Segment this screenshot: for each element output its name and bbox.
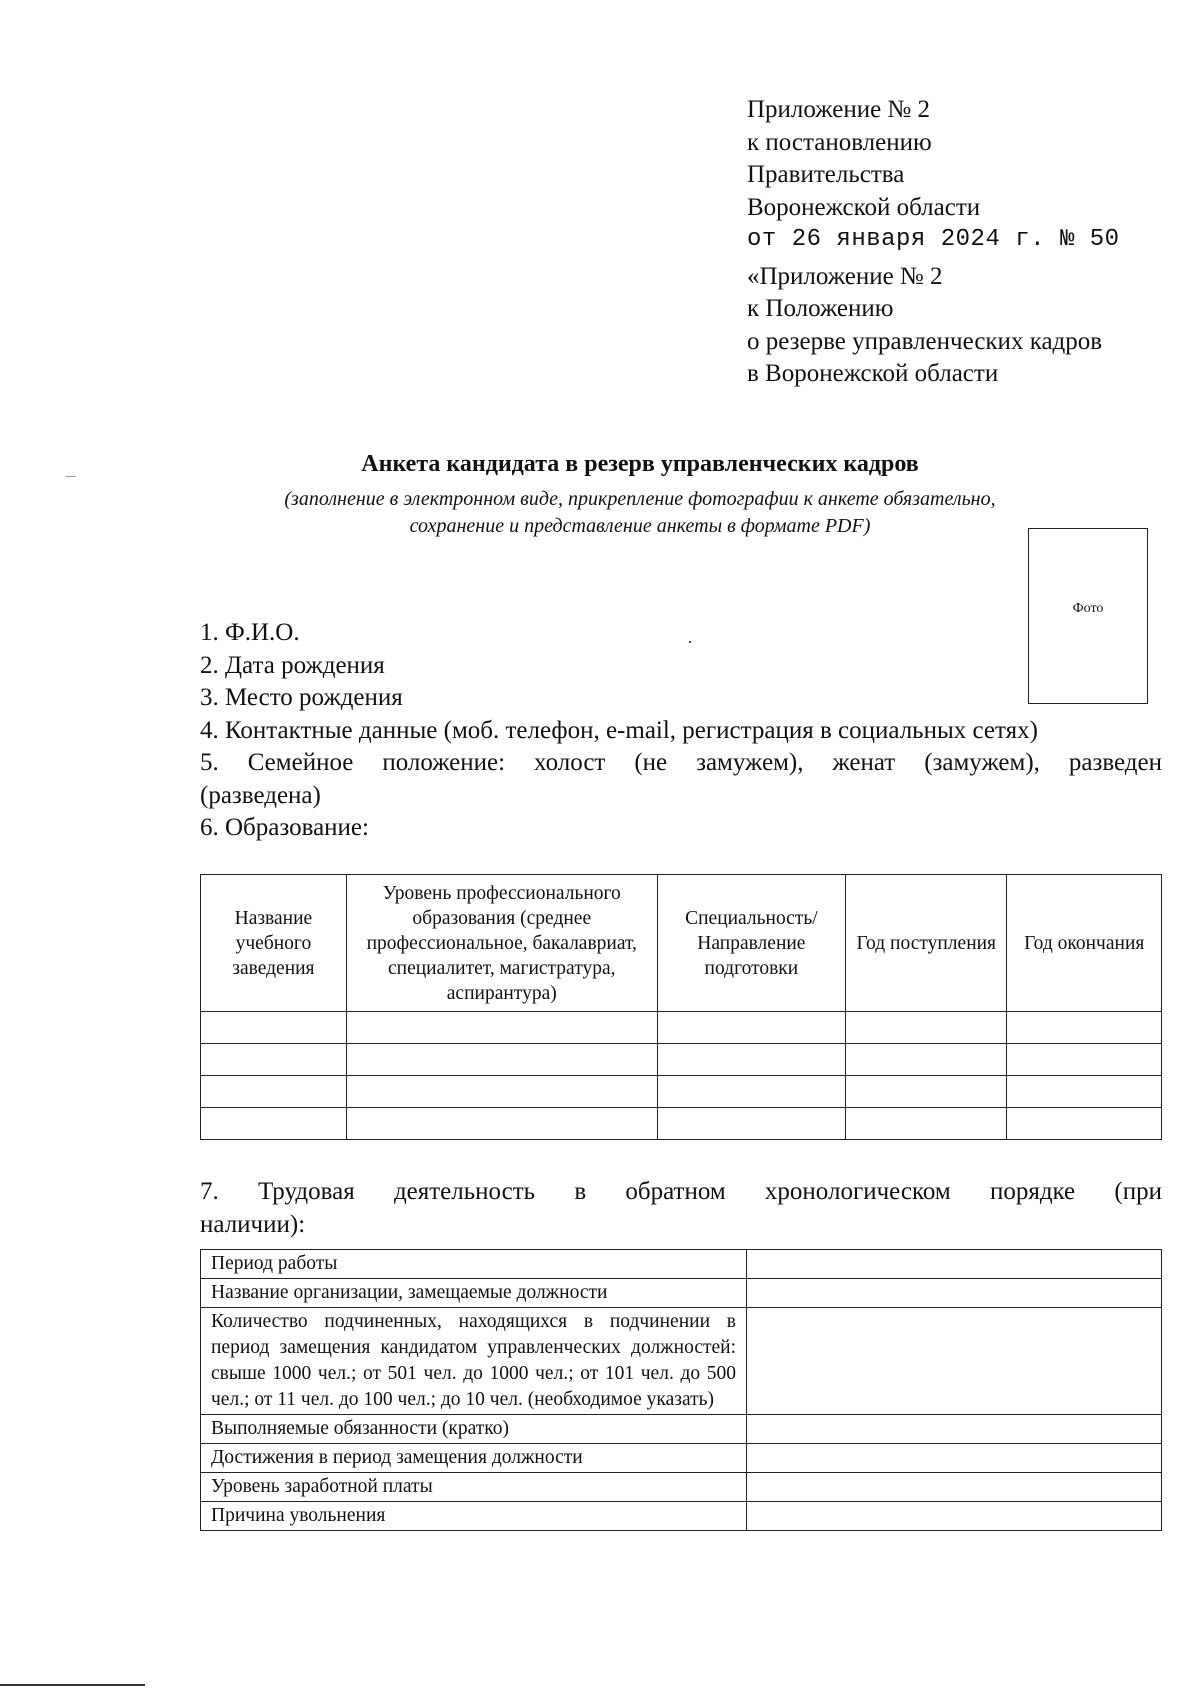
scan-mark <box>66 476 76 477</box>
form-title: Анкета кандидата в резерв управленческих кадров <box>361 451 919 477</box>
row-label: Достижения в период замещения должности <box>201 1444 747 1473</box>
field-birth-place[interactable]: 3. Место рождения <box>200 684 403 711</box>
field-education-label: 6. Образование: <box>200 814 369 841</box>
table-row <box>201 1012 1162 1044</box>
table-cell[interactable] <box>201 1012 347 1044</box>
word: порядке <box>989 1178 1076 1205</box>
footer-rule <box>0 1684 145 1686</box>
row-label: Уровень заработной платы <box>201 1473 747 1502</box>
table-row <box>201 1502 1162 1531</box>
table-cell[interactable] <box>346 1044 657 1076</box>
word: хронологическом <box>764 1178 951 1205</box>
work-heading-line <box>200 1176 1162 1209</box>
table-cell[interactable] <box>201 1108 347 1140</box>
field-marital-status[interactable] <box>200 747 1162 780</box>
subtitle-line: (заполнение в электронном виде, прикрепление фотографии к анкете обязательно, <box>284 488 996 510</box>
header-line: к Положению <box>747 295 894 322</box>
work-section-heading <box>200 1176 1162 1241</box>
col-institution: Название учебного заведения <box>201 875 347 1012</box>
table-cell[interactable] <box>346 1012 657 1044</box>
word: деятельность <box>393 1178 536 1205</box>
col-specialty: Специальность/ Направление подготовки <box>657 875 845 1012</box>
table-cell[interactable] <box>657 1044 845 1076</box>
table-cell[interactable] <box>201 1076 347 1108</box>
word: (не <box>634 749 668 776</box>
word: Семейное <box>247 749 354 776</box>
table-cell[interactable] <box>657 1012 845 1044</box>
word: холост <box>534 749 606 776</box>
col-year-end: Год окончания <box>1007 875 1162 1012</box>
row-label: Выполняемые обязанности (кратко) <box>201 1415 747 1444</box>
table-cell[interactable] <box>201 1044 347 1076</box>
table-row <box>201 1308 1162 1415</box>
word: женат <box>832 749 896 776</box>
table-cell[interactable] <box>657 1108 845 1140</box>
row-value[interactable] <box>747 1308 1162 1415</box>
table-cell[interactable] <box>846 1076 1007 1108</box>
word: замужем), <box>696 749 804 776</box>
appendix-header <box>747 94 1167 391</box>
work-table <box>200 1249 1162 1531</box>
word: (замужем), <box>924 749 1040 776</box>
word: 7. <box>200 1178 219 1205</box>
table-cell[interactable] <box>346 1108 657 1140</box>
word: (при <box>1114 1178 1162 1205</box>
col-year-start: Год поступления <box>846 875 1007 1012</box>
row-value[interactable] <box>747 1279 1162 1308</box>
table-cell[interactable] <box>1007 1012 1162 1044</box>
field-birth-date[interactable]: 2. Дата рождения <box>200 651 385 679</box>
header-line: в Воронежской области <box>747 360 999 387</box>
row-value[interactable] <box>747 1502 1162 1531</box>
header-line: Правительства <box>747 161 905 188</box>
row-label: Причина увольнения <box>201 1502 747 1531</box>
row-value[interactable] <box>747 1250 1162 1279</box>
header-line: Приложение № 2 <box>747 96 931 123</box>
table-cell[interactable] <box>846 1044 1007 1076</box>
header-date-line: от 26 января 2024 г. № 50 <box>747 226 1120 253</box>
education-header-row <box>201 875 1162 1012</box>
header-line: о резерве управленческих кадров <box>747 327 1103 355</box>
table-cell[interactable] <box>1007 1076 1162 1108</box>
word: обратном <box>625 1178 726 1205</box>
row-label: Название организации, замещаемые должности <box>201 1279 747 1308</box>
row-label: Период работы <box>201 1250 747 1279</box>
personal-fields <box>200 617 1162 845</box>
table-cell[interactable] <box>1007 1108 1162 1140</box>
header-line: Воронежской области <box>747 193 981 221</box>
work-heading-cont: наличии): <box>200 1210 306 1238</box>
table-row <box>201 1250 1162 1279</box>
subtitle-line: сохранение и представление анкеты в формате PDF) <box>409 515 871 537</box>
photo-label: Фото <box>1072 601 1104 616</box>
header-line: «Приложение № 2 <box>747 262 943 290</box>
table-cell[interactable] <box>346 1076 657 1108</box>
table-row <box>201 1444 1162 1473</box>
field-marital-status-cont: (разведена) <box>200 781 321 809</box>
table-row <box>201 1076 1162 1108</box>
table-row <box>201 1044 1162 1076</box>
word: Трудовая <box>257 1178 355 1205</box>
word: в <box>574 1178 587 1205</box>
education-table <box>200 874 1162 1140</box>
table-cell[interactable] <box>846 1012 1007 1044</box>
row-value[interactable] <box>747 1415 1162 1444</box>
word: 5. <box>200 749 219 776</box>
col-level: Уровень профессионального образования (среднее профессиональное, бакалавриат, специалитет, магистратура, аспирантура) <box>346 875 657 1012</box>
table-row <box>201 1473 1162 1502</box>
table-cell[interactable] <box>1007 1044 1162 1076</box>
field-full-name[interactable]: 1. Ф.И.О. <box>200 619 300 646</box>
row-label: Количество подчиненных, находящихся в подчинении в период замещения кандидатом управленческих должностей: свыше 1000 чел.; от 501 чел. до 1000 чел.; от 101 чел. до 500 чел.; от 11 чел. до 100 чел.; до 10 чел. (необходимое указать) <box>201 1308 747 1415</box>
row-value[interactable] <box>747 1473 1162 1502</box>
form-subtitle <box>200 486 1080 540</box>
word: разведен <box>1068 749 1162 776</box>
word: положение: <box>382 749 506 776</box>
table-cell[interactable] <box>657 1076 845 1108</box>
table-row <box>201 1108 1162 1140</box>
table-row <box>201 1415 1162 1444</box>
table-row <box>201 1279 1162 1308</box>
table-cell[interactable] <box>846 1108 1007 1140</box>
row-value[interactable] <box>747 1444 1162 1473</box>
header-line: к постановлению <box>747 128 932 156</box>
field-contacts[interactable]: 4. Контактные данные (моб. телефон, e-mail, регистрация в социальных сетях) <box>200 716 1038 744</box>
